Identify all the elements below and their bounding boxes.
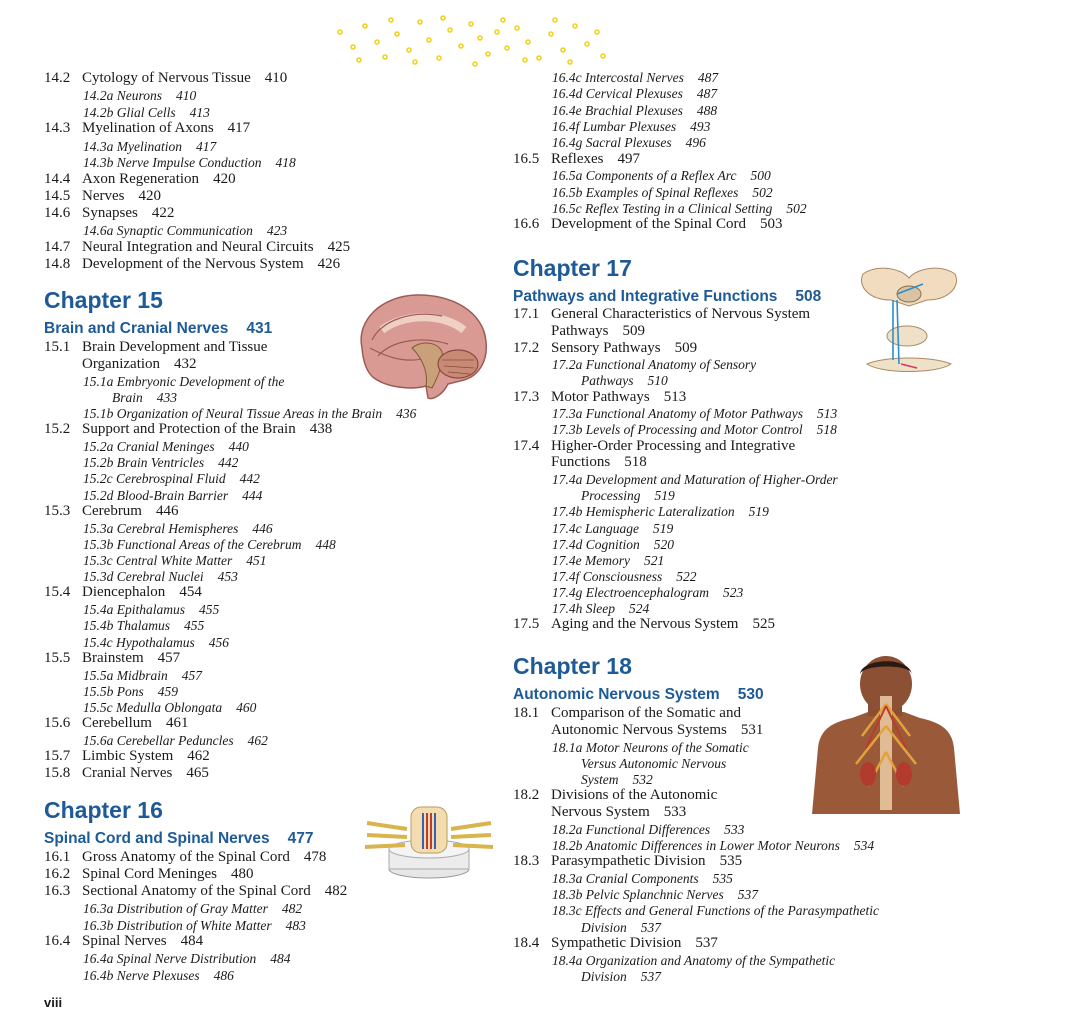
section-number: 14.2 <box>44 70 71 86</box>
section-number: 15.5 <box>44 649 71 666</box>
page-number: 537 <box>737 887 758 903</box>
entry-title: 15.5b Pons 459 <box>83 683 178 699</box>
entry-title: 16.3a Distribution of Gray Matter 482 <box>83 901 303 917</box>
entry-title: Development of the Nervous System 426 <box>82 256 341 273</box>
page-number: 465 <box>186 765 209 781</box>
page-number: 462 <box>247 733 268 748</box>
section-number: 18.2 <box>513 787 540 804</box>
entry-title: Synapses 422 <box>82 205 175 222</box>
entry-title: Diencephalon 454 <box>82 584 202 601</box>
page-number: 482 <box>281 901 303 917</box>
entry-title: 15.2b Brain Ventricles 442 <box>83 455 239 471</box>
entry-title: Autonomic Nervous Systems 531 <box>551 721 764 738</box>
page-number: 484 <box>180 933 204 950</box>
page-number: 486 <box>213 967 234 983</box>
page-number: 537 <box>695 934 718 951</box>
entry-title: 16.4g Sacral Plexuses 496 <box>552 135 706 151</box>
entry-title: Parasympathetic Division 535 <box>551 853 743 870</box>
section-number: 16.4 <box>44 933 71 950</box>
page-number: 487 <box>697 70 719 85</box>
entry-title: 17.4f Consciousness 522 <box>552 569 697 584</box>
entry-title: 16.5b Examples of Spinal Reflexes 502 <box>552 184 773 200</box>
page-number: 533 <box>724 821 745 837</box>
entry-title: 18.2a Functional Differences 533 <box>552 821 745 837</box>
entry-title: 16.5c Reflex Testing in a Clinical Setting 502 <box>552 201 807 216</box>
page-number: 518 <box>816 422 837 438</box>
entry-title: 17.4h Sleep 524 <box>552 601 650 617</box>
spinal-cord-illustration <box>365 803 493 881</box>
page-number: 533 <box>663 804 687 820</box>
entry-title: 14.3a Myelination 417 <box>83 138 217 154</box>
page-number: 522 <box>676 569 697 584</box>
entry-title: Comparison of the Somatic and <box>551 705 741 721</box>
entry-title: Divisions of the Autonomic <box>551 787 718 804</box>
page-number: 459 <box>157 683 178 699</box>
entry-title: Neural Integration and Neural Circuits 425 <box>82 239 351 255</box>
entry-title: Sensory Pathways 509 <box>551 339 698 356</box>
page-number: 502 <box>752 184 773 200</box>
page-number: 488 <box>696 102 718 118</box>
entry-title: 17.4d Cognition 520 <box>552 536 675 552</box>
entry-title: Versus Autonomic Nervous <box>581 755 727 771</box>
entry-title: 16.4d Cervical Plexuses 487 <box>552 86 718 102</box>
chapter-page-number: 477 <box>287 830 314 847</box>
entry-title: Sectional Anatomy of the Spinal Cord 482 <box>82 883 348 900</box>
entry-title: 17.4e Memory 521 <box>552 552 665 568</box>
chapter-subtitle-text: Brain and Cranial Nerves <box>44 320 229 337</box>
chapter-subtitle <box>44 320 272 338</box>
section-number: 17.5 <box>513 616 540 633</box>
page-number: 519 <box>654 488 675 504</box>
entry-title: Cerebellum 461 <box>82 715 189 732</box>
page-number: 420 <box>213 170 236 187</box>
section-number: 17.4 <box>513 437 540 454</box>
section-number: 15.8 <box>44 765 71 781</box>
page-folio: viii <box>44 995 63 1010</box>
section-number: 18.3 <box>513 853 540 870</box>
page-number: 503 <box>759 216 783 233</box>
entry-title: 18.3c Effects and General Functions of the Parasympathetic <box>552 903 879 919</box>
entry-title: 18.4a Organization and Anatomy of the Sympathetic <box>552 952 836 968</box>
section-number: 15.2 <box>44 421 71 438</box>
autonomic-torso-illustration <box>812 656 960 814</box>
entry-title: 14.2b Glial Cells 413 <box>83 104 210 120</box>
entry-title: 16.4b Nerve Plexuses 486 <box>83 967 234 983</box>
page-number: 478 <box>303 849 327 865</box>
page-number: 537 <box>640 919 661 935</box>
decorative-dots <box>325 14 615 69</box>
section-number: 16.5 <box>513 150 540 167</box>
entry-title: Cerebrum 446 <box>82 502 179 519</box>
page-number: 417 <box>195 138 217 154</box>
section-number: 18.1 <box>513 705 540 721</box>
entry-title: 16.4e Brachial Plexuses 488 <box>552 102 718 118</box>
page-number: 519 <box>748 504 769 520</box>
section-number: 14.8 <box>44 256 71 273</box>
page-number: 534 <box>853 838 875 853</box>
entry-title: Spinal Cord Meninges 480 <box>82 866 254 883</box>
chapter-page-number: 508 <box>795 288 822 305</box>
entry-title: Gross Anatomy of the Spinal Cord 478 <box>82 849 327 865</box>
page-number: 444 <box>242 487 263 503</box>
page-number: 535 <box>719 853 743 870</box>
page-number: 502 <box>786 201 807 216</box>
section-number: 14.5 <box>44 188 71 204</box>
entry-title: General Characteristics of Nervous System <box>551 306 811 322</box>
page-number: 446 <box>155 502 179 519</box>
entry-title: 17.4b Hemispheric Lateralization 519 <box>552 504 769 520</box>
chapter-heading: Chapter 15 <box>44 287 163 313</box>
entry-title: Myelination of Axons 417 <box>82 120 251 137</box>
entry-title: Pathways 510 <box>581 373 668 389</box>
entry-title: Division 537 <box>581 919 661 935</box>
page-number: 525 <box>752 616 775 633</box>
page-number: 454 <box>179 584 202 601</box>
section-number: 15.6 <box>44 715 71 732</box>
page-number: 480 <box>231 866 254 883</box>
section-number: 16.3 <box>44 883 71 900</box>
entry-title: Support and Protection of the Brain 438 <box>82 421 333 438</box>
entry-title: Nervous System 533 <box>551 804 687 820</box>
entry-title: 15.2d Blood-Brain Barrier 444 <box>83 487 263 503</box>
page-number: 532 <box>632 772 653 787</box>
page-number: 460 <box>236 700 257 715</box>
entry-title: Axon Regeneration 420 <box>82 170 236 187</box>
entry-title: 17.4g Electroencephalogram 523 <box>552 585 744 601</box>
section-number: 16.1 <box>44 849 71 865</box>
page-number: 417 <box>227 120 251 137</box>
entry-title: 17.4c Language 519 <box>552 520 674 536</box>
entry-title: 15.5a Midbrain 457 <box>83 667 203 683</box>
page-number: 455 <box>199 602 220 618</box>
entry-title: 18.1a Motor Neurons of the Somatic <box>552 739 749 755</box>
entry-title: 16.4a Spinal Nerve Distribution 484 <box>83 951 291 967</box>
page-number: 487 <box>696 86 718 102</box>
page-number: 537 <box>640 968 661 984</box>
entry-title: Spinal Nerves 484 <box>82 933 204 950</box>
section-number: 16.2 <box>44 866 71 883</box>
page-number: 483 <box>285 917 306 933</box>
section-number: 17.2 <box>513 339 540 356</box>
entry-title: 15.5c Medulla Oblongata 460 <box>83 700 257 715</box>
page-number: 410 <box>176 88 197 104</box>
entry-title: System 532 <box>581 772 653 787</box>
page-number: 457 <box>181 667 203 683</box>
entry-title: 16.4c Intercostal Nerves 487 <box>552 70 719 85</box>
entry-title: 15.4a Epithalamus 455 <box>83 602 220 618</box>
page-number: 446 <box>252 520 273 536</box>
page-number: 426 <box>317 256 341 273</box>
entry-title: Nerves 420 <box>82 188 161 204</box>
page-number: 456 <box>208 634 229 650</box>
section-number: 14.7 <box>44 239 71 255</box>
section-number: 17.1 <box>513 306 540 322</box>
entry-title: Motor Pathways 513 <box>551 388 687 405</box>
chapter-page-number: 530 <box>737 686 764 703</box>
page-number: 519 <box>653 520 674 536</box>
page-number: 509 <box>622 322 645 339</box>
entry-title: Division 537 <box>581 968 661 984</box>
entry-title: 14.6a Synaptic Communication 423 <box>83 223 288 239</box>
page-number: 455 <box>184 618 205 634</box>
page-number: 497 <box>617 150 640 167</box>
entry-title: 17.4a Development and Maturation of Higher-Order <box>552 472 838 488</box>
entry-title: 17.2a Functional Anatomy of Sensory <box>552 357 757 373</box>
entry-title: 15.3a Cerebral Hemispheres 446 <box>83 520 273 536</box>
section-number: 15.3 <box>44 502 71 519</box>
section-number: 14.3 <box>44 120 71 137</box>
chapter-subtitle-text: Spinal Cord and Spinal Nerves <box>44 830 270 847</box>
page-number: 462 <box>187 748 210 765</box>
page-number: 440 <box>228 439 249 454</box>
page-number: 513 <box>816 406 838 422</box>
entry-title: 17.3b Levels of Processing and Motor Control 518 <box>552 422 837 438</box>
page-number: 448 <box>315 536 336 552</box>
page-number: 510 <box>647 373 668 389</box>
chapter-subtitle <box>513 288 821 306</box>
entry-title: Development of the Spinal Cord 503 <box>551 216 783 233</box>
page-number: 531 <box>740 721 764 738</box>
entry-title: 15.4c Hypothalamus 456 <box>83 634 229 650</box>
section-number: 17.3 <box>513 388 540 405</box>
section-number: 15.7 <box>44 748 71 765</box>
entry-title: 16.5a Components of a Reflex Arc 500 <box>552 168 771 184</box>
page-number: 432 <box>174 355 197 372</box>
entry-title: 15.3c Central White Matter 451 <box>83 553 267 568</box>
page-number: 438 <box>309 421 333 438</box>
chapter-subtitle <box>44 830 314 848</box>
page-number: 523 <box>722 585 744 601</box>
entry-title: 15.4b Thalamus 455 <box>83 618 205 634</box>
chapter-heading: Chapter 16 <box>44 797 163 823</box>
page-number: 442 <box>218 455 239 471</box>
entry-title: Limbic System 462 <box>82 748 210 765</box>
entry-title: 16.3b Distribution of White Matter 483 <box>83 917 306 933</box>
chapter-heading: Chapter 17 <box>513 255 632 281</box>
page-number: 425 <box>327 239 351 255</box>
entry-title: Brain 433 <box>112 389 178 405</box>
entry-title: 16.4f Lumbar Plexuses 493 <box>552 118 711 134</box>
page-number: 524 <box>629 601 650 617</box>
page-number: 451 <box>246 553 267 568</box>
entry-title: Pathways 509 <box>551 322 645 339</box>
page-number: 422 <box>151 205 175 222</box>
page-number: 442 <box>239 471 260 487</box>
page-number: 520 <box>653 536 675 552</box>
section-number: 15.1 <box>44 339 71 355</box>
page-number: 418 <box>275 155 296 171</box>
entry-title: Organization 432 <box>82 355 197 372</box>
section-number: 14.4 <box>44 170 71 187</box>
section-number: 15.4 <box>44 584 71 601</box>
chapter-page-number: 431 <box>246 320 273 337</box>
entry-title: 18.3b Pelvic Splanchnic Nerves 537 <box>552 887 758 903</box>
brain-illustration <box>352 290 492 402</box>
entry-title: Sympathetic Division 537 <box>551 934 718 951</box>
entry-title: Cranial Nerves 465 <box>82 765 209 781</box>
page-number: 436 <box>396 406 417 421</box>
section-number: 14.6 <box>44 205 71 222</box>
section-number: 16.6 <box>513 216 540 233</box>
page-number: 518 <box>624 454 647 471</box>
entry-title: Cytology of Nervous Tissue 410 <box>82 70 288 86</box>
entry-title: 15.2c Cerebrospinal Fluid 442 <box>83 471 260 487</box>
entry-title: 15.1b Organization of Neural Tissue Areas in the Brain 436 <box>83 406 417 421</box>
entry-title: Brainstem 457 <box>82 649 181 666</box>
page-number: 453 <box>217 569 238 585</box>
page-number: 513 <box>663 388 687 405</box>
entry-title: 14.3b Nerve Impulse Conduction 418 <box>83 155 296 171</box>
page-number: 493 <box>690 118 711 134</box>
chapter-subtitle-text: Autonomic Nervous System <box>513 686 720 703</box>
page-number: 521 <box>643 552 665 568</box>
entry-title: 17.3a Functional Anatomy of Motor Pathways 513 <box>552 406 838 422</box>
entry-title: Higher-Order Processing and Integrative <box>551 437 796 454</box>
page-number: 410 <box>264 70 288 86</box>
entry-title: 15.3b Functional Areas of the Cerebrum 448 <box>83 536 336 552</box>
entry-title: Reflexes 497 <box>551 150 640 167</box>
entry-title: Processing 519 <box>581 488 675 504</box>
entry-title: Functions 518 <box>551 454 647 471</box>
section-number: 18.4 <box>513 934 540 951</box>
page-number: 457 <box>157 649 181 666</box>
entry-title: 18.2b Anatomic Differences in Lower Motor Neurons 534 <box>552 838 875 853</box>
page-number: 535 <box>712 871 733 886</box>
entry-title: 15.1a Embryonic Development of the <box>83 373 285 389</box>
page-number: 461 <box>165 715 189 732</box>
page-number: 433 <box>156 389 178 405</box>
pathway-illustration <box>857 264 961 380</box>
page-number: 420 <box>138 188 161 204</box>
entry-title: 15.3d Cerebral Nuclei 453 <box>83 569 238 585</box>
entry-title: Brain Development and Tissue <box>82 339 268 355</box>
page-number: 413 <box>189 104 210 120</box>
entry-title: Aging and the Nervous System 525 <box>551 616 775 633</box>
page-number: 482 <box>324 883 348 900</box>
page-number: 509 <box>674 339 698 356</box>
entry-title: 15.6a Cerebellar Peduncles 462 <box>83 733 268 748</box>
chapter-subtitle <box>513 686 764 704</box>
page-number: 484 <box>270 951 291 967</box>
entry-title: 15.2a Cranial Meninges 440 <box>83 439 249 454</box>
chapter-heading: Chapter 18 <box>513 653 632 679</box>
page-number: 423 <box>266 223 288 239</box>
entry-title: 14.2a Neurons 410 <box>83 88 197 104</box>
chapter-subtitle-text: Pathways and Integrative Functions <box>513 288 778 305</box>
page-number: 496 <box>685 135 706 151</box>
page-number: 500 <box>750 168 771 184</box>
entry-title: 18.3a Cranial Components 535 <box>552 871 733 886</box>
